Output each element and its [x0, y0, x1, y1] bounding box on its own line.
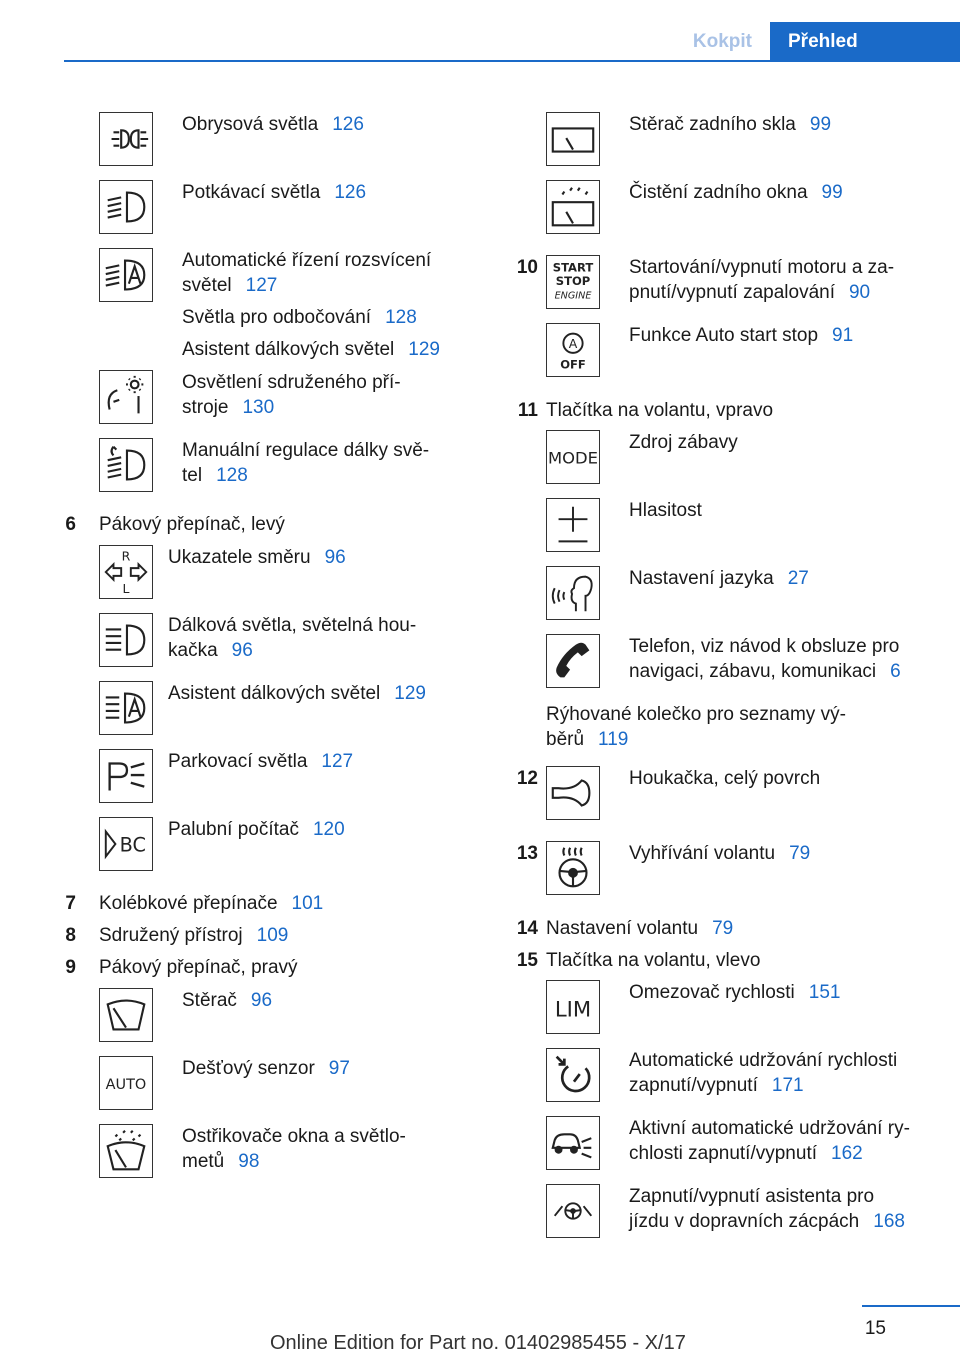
list-item: Dešťový senzor 97 — [182, 1058, 350, 1079]
icon-label-stop: STOP — [555, 273, 591, 288]
page-link[interactable]: 109 — [256, 925, 289, 946]
page-link[interactable]: 128 — [216, 465, 248, 486]
page-link[interactable]: 119 — [598, 729, 629, 750]
active-cruise-control-icon — [546, 1116, 600, 1170]
list-item: Palubní počítač 120 — [168, 819, 345, 840]
header-tabs — [675, 22, 960, 62]
list-item: Funkce Auto start stop 91 — [629, 325, 854, 346]
page-link[interactable]: 91 — [832, 325, 854, 346]
section-heading: Sdružený přístroj 109 — [99, 925, 289, 946]
item-number: 15 — [516, 950, 538, 971]
list-item: Automatické udržování rychlosti zapnutí/vypnutí 171 — [629, 1050, 898, 1096]
page-link[interactable]: 97 — [328, 1058, 350, 1079]
page-link[interactable]: 129 — [408, 339, 440, 360]
page-link[interactable]: 162 — [831, 1143, 863, 1164]
icon-label-off: OFF — [560, 357, 586, 372]
page-link[interactable]: 98 — [238, 1151, 260, 1172]
traffic-jam-assistant-icon — [546, 1184, 600, 1238]
page-link[interactable]: 96 — [231, 640, 253, 661]
high-beam-icon — [99, 613, 153, 667]
page-link[interactable]: 130 — [242, 397, 275, 418]
high-beam-assistant-icon — [99, 681, 153, 735]
page-link[interactable]: 79 — [789, 843, 811, 864]
section-heading: Pákový přepínač, pravý — [99, 957, 298, 978]
list-item: Automatické řízení rozsvícení světel 127 — [182, 250, 432, 296]
list-item: Houkačka, celý povrch — [629, 768, 821, 789]
tab-prehled[interactable]: Přehled — [770, 22, 960, 62]
page-link[interactable]: 126 — [334, 182, 367, 203]
page-link[interactable]: 79 — [712, 918, 734, 939]
list-item: Asistent dálkových světel 129 — [168, 683, 426, 704]
footer-rule — [862, 1305, 960, 1307]
section-heading: Tlačítka na volantu, vlevo — [546, 950, 761, 971]
icon-letter-r: R — [121, 548, 131, 564]
voice-control-icon — [546, 566, 600, 620]
list-item: Stěrač 96 — [182, 990, 273, 1011]
washer-icon — [99, 1124, 153, 1178]
icon-label-engine: ENGINE — [554, 290, 592, 302]
list-item: Asistent dálkových světel 129 — [182, 339, 440, 360]
tab-kokpit[interactable]: Kokpit — [692, 31, 752, 52]
page-link[interactable]: 96 — [324, 547, 346, 568]
parking-light-icon — [99, 749, 153, 803]
cruise-control-icon — [546, 1048, 600, 1102]
page-link[interactable]: 126 — [332, 114, 364, 135]
icon-label: MODE — [548, 448, 598, 468]
page-link[interactable]: 129 — [394, 683, 426, 704]
section-heading: Nastavení volantu 79 — [546, 918, 734, 939]
list-item: Vyhřívání volantu 79 — [629, 843, 811, 864]
turn-signal-icon — [99, 545, 153, 599]
page-link[interactable]: 128 — [385, 307, 417, 328]
list-item: Čistění zadního okna 99 — [629, 182, 843, 203]
instrument-lighting-icon — [99, 370, 153, 424]
rain-sensor-icon — [99, 1056, 153, 1110]
steering-wheel-heating-icon — [546, 841, 600, 895]
item-number: 7 — [65, 893, 76, 914]
section-heading: Pákový přepínač, levý — [99, 514, 285, 535]
auto-headlight-icon — [99, 248, 153, 302]
icon-label: AUTO — [105, 1076, 147, 1093]
page-link[interactable]: 6 — [890, 661, 901, 682]
item-number: 13 — [516, 843, 538, 864]
list-item: Telefon, viz návod k obsluze pro navigaci, zábavu, komunikaci 6 — [629, 636, 901, 682]
item-number: 10 — [516, 257, 538, 278]
page-link[interactable]: 99 — [809, 114, 832, 135]
page-link[interactable]: 127 — [245, 275, 278, 296]
icon-label-a: A — [568, 336, 578, 352]
section-heading: Tlačítka na volantu, vpravo — [546, 400, 774, 421]
edition-footer: Online Edition for Part no. 01402985455 - X/17 — [270, 1332, 686, 1354]
page-link[interactable]: 101 — [291, 893, 324, 914]
item-number: 8 — [65, 925, 76, 946]
rear-washer-icon — [546, 180, 600, 234]
icon-label: BC — [119, 833, 146, 857]
list-item: Ostřikovače okna a světlo- metů 98 — [182, 1126, 406, 1172]
start-stop-icon — [546, 255, 600, 309]
page-link[interactable]: 171 — [771, 1075, 804, 1096]
item-number: 6 — [65, 514, 76, 535]
list-item: Manuální regulace dálky svě- tel 128 — [182, 440, 430, 486]
list-item: Potkávací světla 126 — [182, 182, 367, 203]
item-number: 9 — [65, 957, 76, 978]
parking-lights-icon — [99, 112, 153, 166]
page-link[interactable]: 96 — [250, 990, 273, 1011]
headlight-range-icon — [99, 438, 153, 492]
list-item: Zapnutí/vypnutí asistenta pro jízdu v dopravních zácpách 168 — [629, 1186, 905, 1232]
page-link[interactable]: 120 — [312, 819, 345, 840]
wiper-icon — [99, 988, 153, 1042]
section-heading: Kolébkové přepínače 101 — [99, 893, 324, 914]
page-link[interactable]: 27 — [787, 568, 809, 589]
list-item: Světla pro odbočování 128 — [182, 307, 417, 328]
page-number: 15 — [864, 1318, 886, 1339]
board-computer-icon — [99, 817, 153, 871]
list-item: Dálková světla, světelná hou- kačka 96 — [168, 615, 417, 661]
list-item: Aktivní automatické udržování ry- chlosti zapnutí/vypnutí 162 — [629, 1118, 910, 1164]
volume-icon — [546, 498, 600, 552]
low-beam-icon — [99, 180, 153, 234]
page-link[interactable]: 90 — [848, 282, 871, 303]
mode-icon — [546, 430, 600, 484]
list-item: Zdroj zábavy — [629, 432, 738, 453]
list-item: Startování/vypnutí motoru a za- pnutí/vypnutí zapalování 90 — [629, 257, 895, 303]
page-link[interactable]: 99 — [821, 182, 843, 203]
header-rule — [64, 60, 960, 62]
page-link[interactable]: 151 — [808, 982, 841, 1003]
icon-label-start: START — [552, 260, 594, 275]
list-item: Nastavení jazyka 27 — [629, 568, 809, 589]
list-item: Omezovač rychlosti 151 — [629, 982, 841, 1003]
item-number: 12 — [516, 768, 538, 789]
speed-limiter-icon — [546, 980, 600, 1034]
list-item: Obrysová světla 126 — [182, 114, 364, 135]
item-number: 14 — [516, 918, 538, 939]
icon-label: LIM — [554, 996, 592, 1022]
icon-letter-l: L — [122, 581, 130, 597]
list-item: Stěrač zadního skla 99 — [629, 114, 832, 135]
list-item: Ukazatele směru 96 — [168, 547, 346, 568]
phone-icon — [546, 634, 600, 688]
list-item: Hlasitost — [629, 500, 702, 521]
auto-start-stop-icon — [546, 323, 600, 377]
rear-wiper-icon — [546, 112, 600, 166]
page-link[interactable]: 127 — [321, 751, 354, 772]
list-item: Rýhované kolečko pro seznamy vý- běrů 119 — [546, 704, 846, 750]
page-link[interactable]: 168 — [873, 1211, 905, 1232]
list-item: Parkovací světla 127 — [168, 751, 354, 772]
item-number: 11 — [517, 400, 538, 421]
list-item: Osvětlení sdruženého pří- stroje 130 — [182, 372, 401, 418]
horn-icon — [546, 766, 600, 820]
